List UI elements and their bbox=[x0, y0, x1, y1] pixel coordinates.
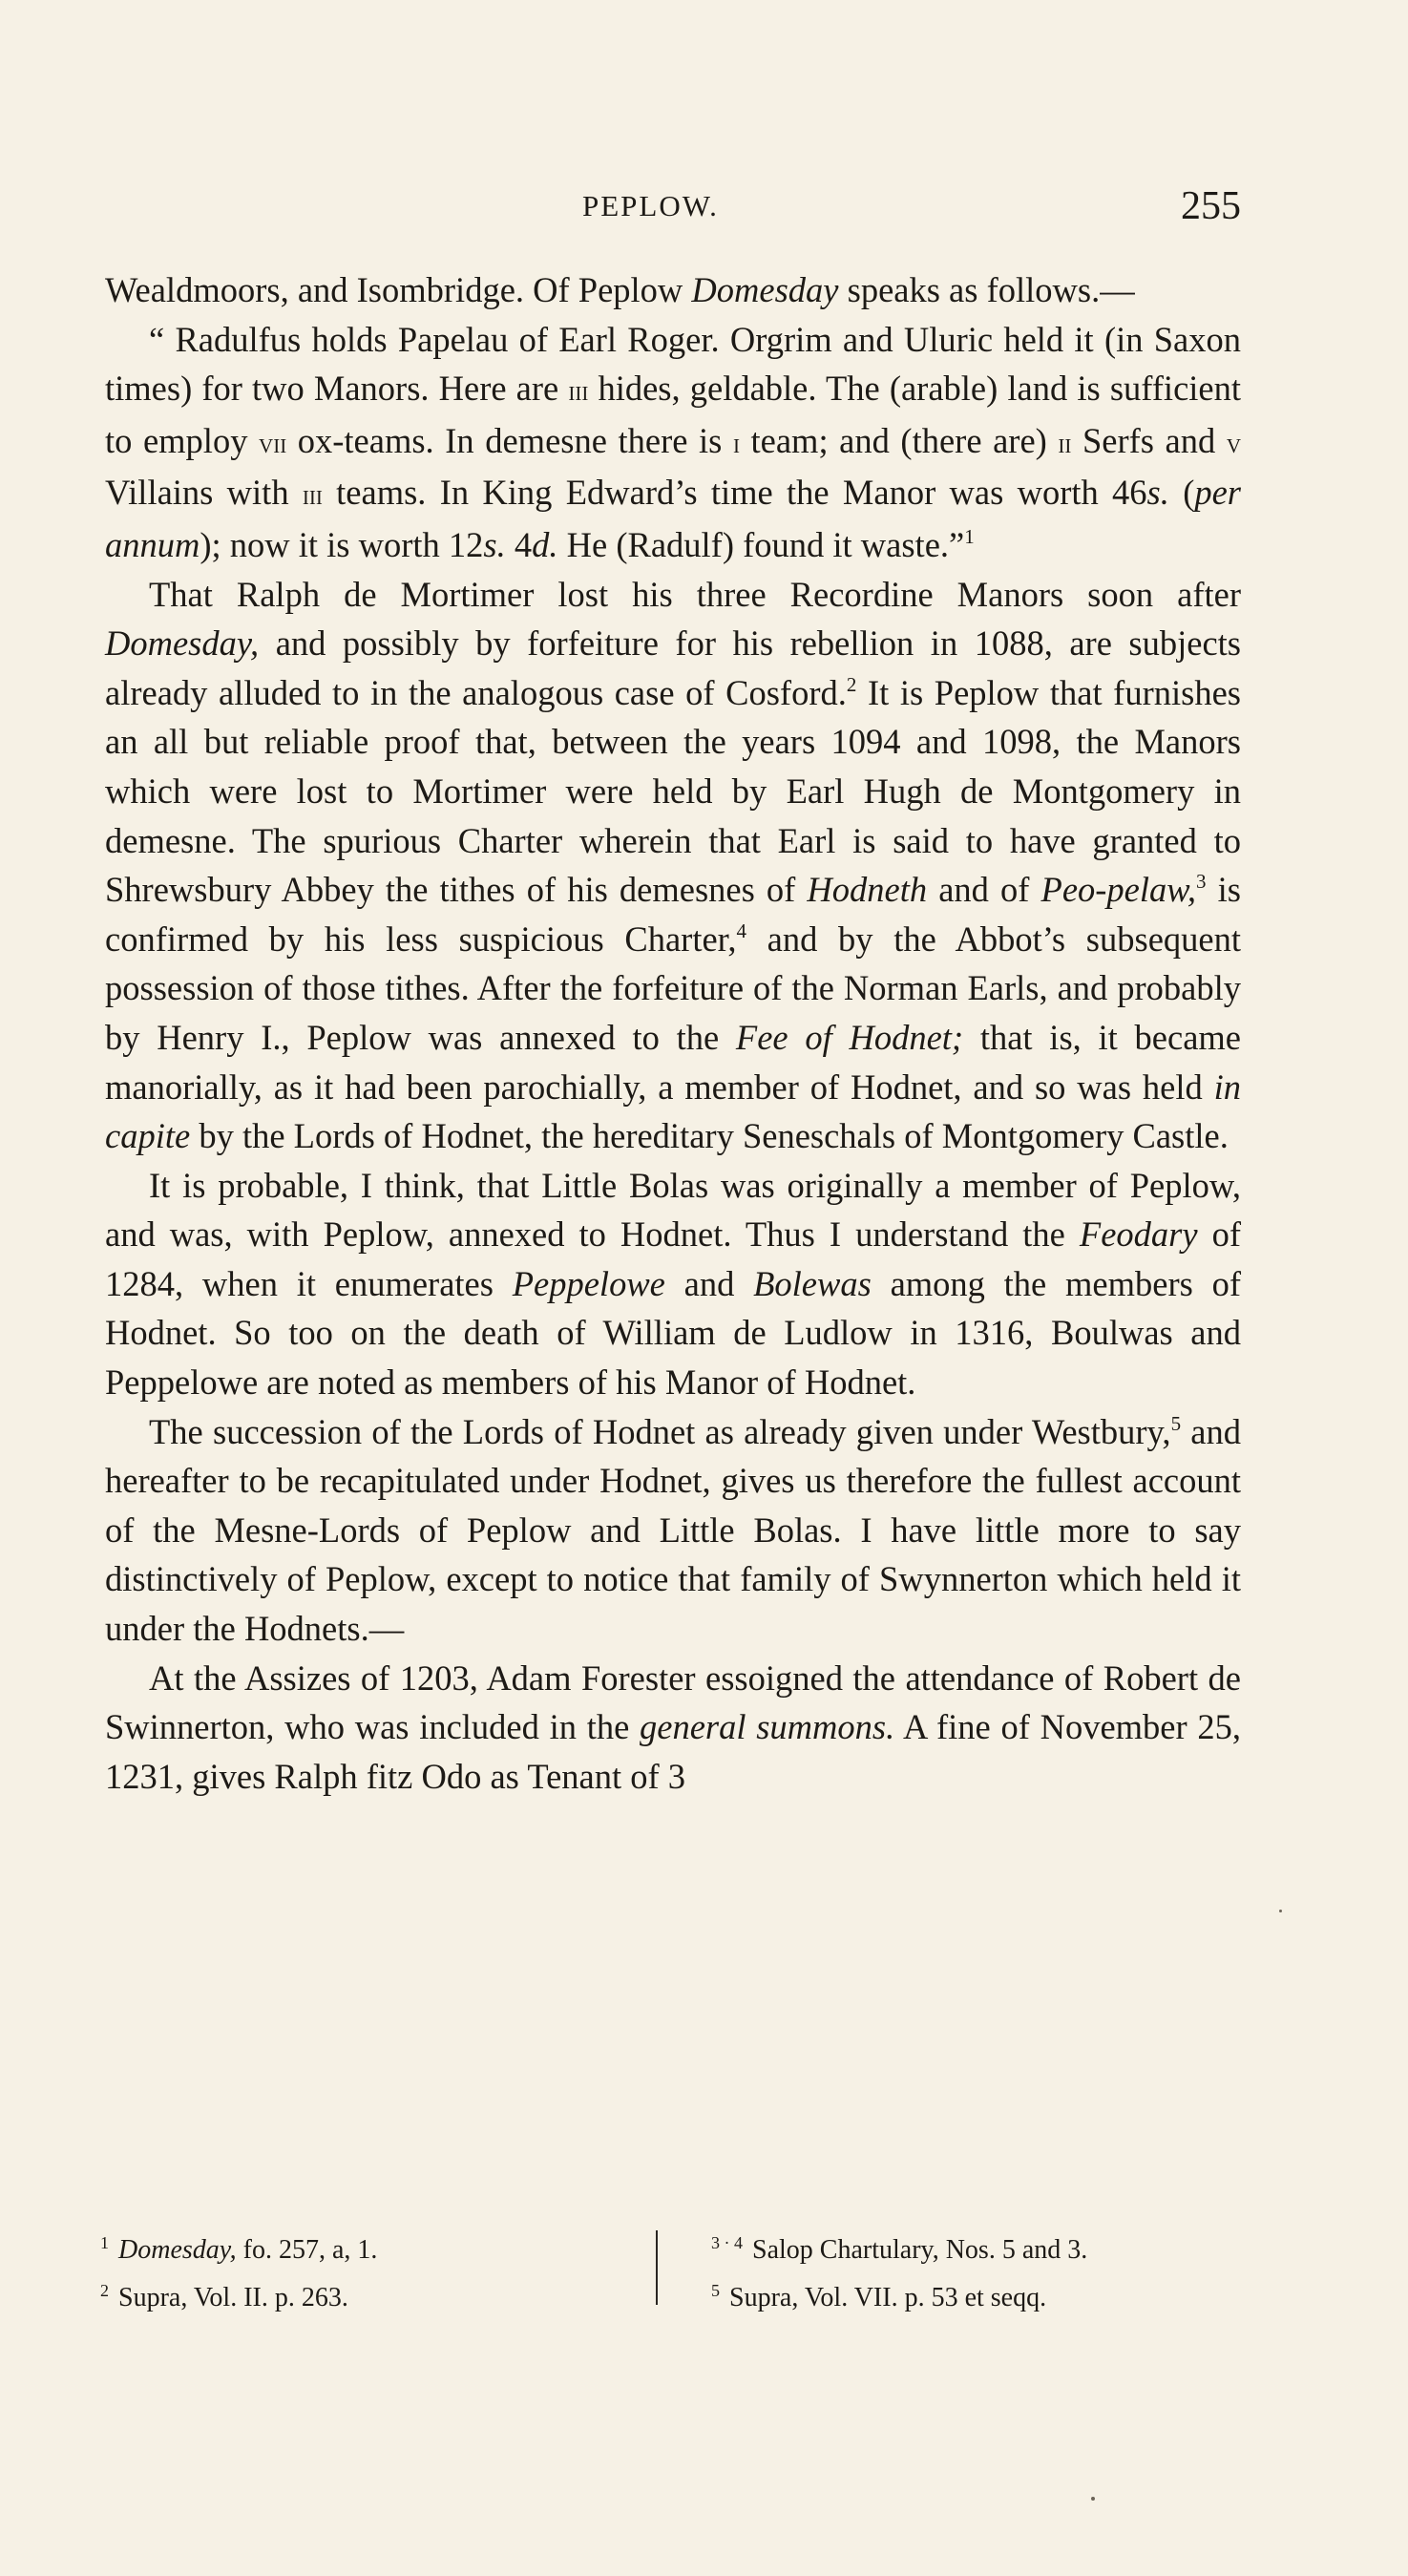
text-run: It is probable, I think, that Little Bolas was originally a member of Peplow, and was, with Peplow, annexed to Hodnet. Thus I understand the bbox=[105, 1165, 1241, 1255]
page-number: 255 bbox=[1181, 184, 1241, 228]
text-run: It is Peplow that furnishes an all but reliable proof that, between the years 1094 and 1098, the Manors which were lost to Mortimer were held by Earl Hugh de Montgomery in demesne. The spurious Charter wherein that Earl is said to have granted to Shrewsbury Abbey the tithes of his demesnes of bbox=[105, 672, 1241, 910]
footnote-ref[interactable]: 5 bbox=[1170, 1411, 1182, 1435]
footnote-mark: 3 · 4 bbox=[711, 2233, 743, 2252]
italic-run: Fee of Hodnet; bbox=[735, 1017, 964, 1057]
italic-run: Peppelowe bbox=[512, 1263, 665, 1303]
text-run: He (Radulf) found it waste.” bbox=[557, 524, 965, 564]
paper-speck bbox=[1091, 2497, 1095, 2501]
footnote-text: Salop Chartulary, Nos. 5 and 3. bbox=[752, 2235, 1088, 2265]
text-run: ( bbox=[1168, 473, 1195, 513]
paper-speck bbox=[1279, 1910, 1282, 1912]
footnote-text: Supra, Vol. II. p. 263. bbox=[118, 2283, 348, 2312]
italic-run: Hodneth bbox=[807, 870, 928, 910]
italic-run: s. bbox=[1146, 473, 1169, 513]
text-run: among the members of Hodnet. So too on the death of William de Ludlow in 1316, Boulwas and Peppelowe are noted as members of his Manor of Hodnet. bbox=[105, 1263, 1241, 1403]
text-run: and by the Abbot’s subsequent possession of those tithes. After the forfeiture of the Norman Earls, and probably by Henry I., Peplow was annexed to the bbox=[105, 918, 1241, 1057]
paragraph-6 bbox=[105, 1654, 1241, 1802]
footnotes-left-column bbox=[100, 2223, 644, 2318]
text-run: that is, it became manorially, as it had been parochially, a member of Hodnet, and so was held bbox=[105, 1017, 1241, 1107]
footnote-2 bbox=[100, 2270, 644, 2318]
paragraph-3 bbox=[105, 570, 1241, 1161]
roman-numeral: v bbox=[1226, 427, 1241, 459]
paragraph-5 bbox=[105, 1407, 1241, 1654]
text-run: is confirmed by his less suspicious Charter, bbox=[105, 870, 1241, 959]
paragraph-1 bbox=[105, 265, 1241, 315]
footnote-1 bbox=[100, 2223, 644, 2270]
roman-numeral: vii bbox=[259, 427, 287, 459]
text-run: speaks as follows.— bbox=[838, 270, 1135, 309]
text-run: Wealdmoors, and Isombridge. Of Peplow bbox=[105, 270, 692, 309]
footnote-5 bbox=[711, 2270, 1246, 2318]
footnote-italic: Domesday, bbox=[118, 2235, 237, 2265]
paragraph-2-quotation bbox=[105, 315, 1241, 570]
footnote-text: Supra, Vol. VII. p. 53 et seqq. bbox=[729, 2283, 1047, 2312]
italic-run: Domesday bbox=[691, 270, 839, 309]
page-header bbox=[105, 183, 1241, 231]
text-run: The succession of the Lords of Hodnet as already given under Westbury, bbox=[149, 1411, 1171, 1451]
italic-run: Domesday, bbox=[105, 623, 260, 664]
text-run: A fine of November 25, 1231, gives Ralph fitz Odo as Tenant of 3 bbox=[105, 1707, 1241, 1796]
text-run: and of bbox=[927, 870, 1041, 910]
roman-numeral: ii bbox=[1058, 427, 1072, 459]
text-run: and possibly by forfeiture for his rebellion in 1088, are subjects already alluded to in the analogous case of Cosford. bbox=[105, 623, 1241, 712]
text-run: 4 bbox=[505, 524, 533, 564]
footnotes-right-column bbox=[711, 2223, 1246, 2318]
running-title: PEPLOW. bbox=[582, 189, 719, 222]
text-run: of 1284, when it enumerates bbox=[105, 1214, 1241, 1303]
text-run: Villains with bbox=[105, 473, 303, 513]
text-run: ); now it is worth 12 bbox=[200, 524, 484, 564]
footnote-ref[interactable]: 2 bbox=[846, 672, 857, 696]
text-run: team; and (there are) bbox=[739, 420, 1059, 460]
roman-numeral: iii bbox=[568, 375, 589, 408]
footnote-mark: 5 bbox=[711, 2281, 720, 2300]
italic-run: d. bbox=[532, 524, 558, 564]
italic-run: Peo-pelaw, bbox=[1040, 870, 1197, 910]
footnote-mark: 2 bbox=[100, 2281, 109, 2300]
italic-run: per annum bbox=[105, 473, 1241, 564]
italic-run: Feodary bbox=[1079, 1214, 1198, 1255]
footnote-3-4 bbox=[711, 2223, 1246, 2270]
text-run: ox-teams. In demesne there is bbox=[286, 420, 733, 460]
footnote-ref[interactable]: 1 bbox=[964, 524, 975, 548]
text-run: and bbox=[664, 1263, 754, 1303]
text-run: teams. In King Edward’s time the Manor was worth 46 bbox=[322, 473, 1147, 513]
italic-run: s. bbox=[483, 524, 506, 564]
footnotes bbox=[100, 2223, 1246, 2312]
main-text bbox=[105, 265, 1241, 1801]
italic-run: general summons. bbox=[640, 1707, 895, 1747]
text-run: That Ralph de Mortimer lost his three Recordine Manors soon after bbox=[149, 574, 1241, 614]
footnote-ref[interactable]: 3 bbox=[1196, 870, 1207, 894]
footnote-text: fo. 257, a, 1. bbox=[236, 2235, 378, 2265]
roman-numeral: iii bbox=[302, 479, 323, 512]
italic-run: in capite bbox=[105, 1066, 1241, 1156]
text-run: hides, geldable. The (arable) land is sufficient to employ bbox=[105, 369, 1241, 460]
text-run: by the Lords of Hodnet, the hereditary Seneschals of Montgomery Castle. bbox=[190, 1116, 1229, 1156]
text-run: Serfs and bbox=[1071, 420, 1227, 460]
footnote-mark: 1 bbox=[100, 2233, 109, 2252]
text-run: “ Radulfus holds Papelau of Earl Roger. Orgrim and Uluric held it (in Saxon times) for two Manors. Here are bbox=[105, 319, 1241, 409]
text-run: and hereafter to be recapitulated under Hodnet, gives us therefore the fullest account of the Mesne-Lords of Peplow and Little Bolas. I have little more to say distinctively of Peplow, except to notice that family of Swynnerton which held it under the Hodnets.— bbox=[105, 1411, 1242, 1649]
text-run: At the Assizes of 1203, Adam Forester essoigned the attendance of Robert de Swinnerton, who was included in the bbox=[105, 1658, 1241, 1747]
italic-run: Bolewas bbox=[753, 1263, 872, 1303]
roman-numeral: i bbox=[732, 427, 740, 459]
paragraph-4 bbox=[105, 1161, 1241, 1407]
footnote-ref[interactable]: 4 bbox=[736, 918, 746, 942]
footnote-divider bbox=[656, 2230, 658, 2305]
